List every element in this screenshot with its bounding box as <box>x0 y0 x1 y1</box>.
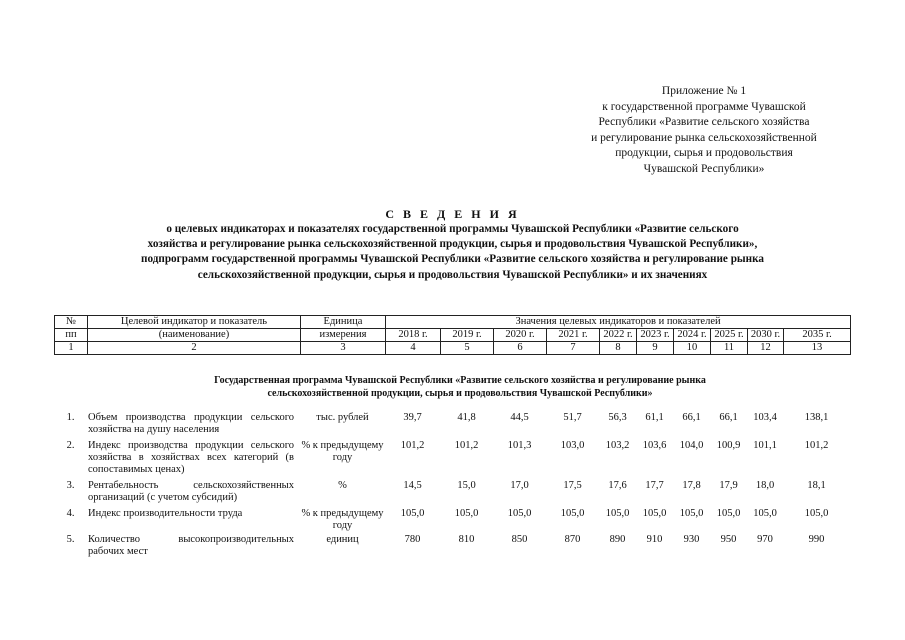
value-cell: 41,8 <box>457 412 476 423</box>
indicator-name: Рентабельность сельскохозяйственных организаций (с учетом субсидий) <box>88 480 294 503</box>
value-cell: 870 <box>564 534 581 545</box>
value-cell: 930 <box>683 534 700 545</box>
table-row <box>54 412 850 440</box>
value-cell: 950 <box>720 534 737 545</box>
header-year: 2018 г. <box>386 328 441 341</box>
value-cell: 18,0 <box>755 480 775 491</box>
value-cell: 14,5 <box>403 480 422 491</box>
row-number: 4. <box>66 508 75 519</box>
appendix-line: Приложение № 1 <box>661 85 747 97</box>
heading-line: сельскохозяйственной продукции, сырья и продовольствия Чувашской Республики» и их значениях <box>197 268 708 281</box>
header-indicator: Целевой индикатор и показатель <box>88 316 301 329</box>
column-number: 10 <box>674 341 711 354</box>
value-cell: 105,0 <box>400 508 425 519</box>
section-title-line: сельскохозяйственной продукции, сырья и продовольствия Чувашской Республики» <box>267 388 653 399</box>
column-number: 13 <box>784 341 851 354</box>
column-number: 6 <box>494 341 547 354</box>
column-number: 8 <box>600 341 637 354</box>
document-heading <box>40 206 865 283</box>
value-cell: 17,7 <box>645 480 664 491</box>
column-number: 5 <box>441 341 494 354</box>
value-cell: 103,6 <box>642 440 667 451</box>
header-year: 2025 г. <box>711 328 748 341</box>
column-number: 2 <box>88 341 301 354</box>
section-title <box>110 374 810 400</box>
value-cell: 61,1 <box>645 412 664 423</box>
value-cell: 890 <box>609 534 626 545</box>
value-cell: 101,2 <box>454 440 479 451</box>
indicator-name: Объем производства продукции сельского хозяйства на душу населения <box>88 412 294 435</box>
indicator-name: Количество высокопроизводительных рабочих мест <box>88 534 294 557</box>
header-year: 2030 г. <box>748 328 784 341</box>
value-cell: 910 <box>646 534 663 545</box>
header-indicator: (наименование) <box>88 328 301 341</box>
value-cell: 17,8 <box>682 480 701 491</box>
value-cell: 990 <box>808 534 825 545</box>
column-number: 7 <box>547 341 600 354</box>
appendix-line: Республики «Развитие сельского хозяйства <box>598 116 810 128</box>
document-title: С В Е Д Е Н И Я <box>385 207 520 221</box>
value-cell: 850 <box>511 534 528 545</box>
value-cell: 103,0 <box>560 440 585 451</box>
value-cell: 101,2 <box>400 440 425 451</box>
column-number: 4 <box>386 341 441 354</box>
value-cell: 105,0 <box>507 508 532 519</box>
value-cell: 39,7 <box>403 412 422 423</box>
value-cell: 138,1 <box>804 412 829 423</box>
header-num: пп <box>55 328 88 341</box>
value-cell: 105,0 <box>605 508 630 519</box>
indicators-table-header <box>54 315 851 355</box>
header-unit: Единица <box>301 316 386 329</box>
header-year: 2023 г. <box>637 328 674 341</box>
column-number: 9 <box>637 341 674 354</box>
appendix-line: продукции, сырья и продовольствия <box>615 147 793 159</box>
indicator-unit: % к предыдущему году <box>301 508 384 531</box>
value-cell: 17,9 <box>719 480 738 491</box>
value-cell: 66,1 <box>682 412 701 423</box>
value-cell: 101,3 <box>507 440 532 451</box>
column-number: 3 <box>301 341 386 354</box>
value-cell: 105,0 <box>753 508 777 519</box>
appendix-line: Чувашской Республики» <box>643 162 765 175</box>
header-year: 2020 г. <box>494 328 547 341</box>
value-cell: 66,1 <box>719 412 738 423</box>
row-number: 2. <box>66 440 75 451</box>
value-cell: 17,6 <box>608 480 627 491</box>
value-cell: 105,0 <box>560 508 585 519</box>
value-cell: 101,2 <box>804 440 829 451</box>
indicator-unit: единиц <box>326 534 359 545</box>
header-year: 2024 г. <box>674 328 711 341</box>
row-number: 5. <box>66 534 75 545</box>
value-cell: 44,5 <box>510 412 529 423</box>
section-title-line: Государственная программа Чувашской Республики «Развитие сельского хозяйства и регулирование рынка <box>214 375 706 386</box>
table-row <box>54 534 850 562</box>
value-cell: 810 <box>458 534 475 545</box>
value-cell: 103,2 <box>605 440 630 451</box>
value-cell: 103,4 <box>753 412 777 423</box>
header-values-group: Значения целевых индикаторов и показателей <box>386 316 851 329</box>
heading-line: о целевых индикаторах и показателях государственной программы Чувашской Республики «Развитие сельского <box>166 223 739 235</box>
table-row <box>54 440 850 480</box>
value-cell: 101,1 <box>753 440 777 451</box>
header-year: 2019 г. <box>441 328 494 341</box>
value-cell: 17,0 <box>510 480 529 491</box>
appendix-note <box>550 84 858 177</box>
value-cell: 105,0 <box>679 508 704 519</box>
appendix-line: и регулирование рынка сельскохозяйственной <box>591 131 817 144</box>
column-number: 11 <box>711 341 748 354</box>
indicators-table-body <box>54 412 850 562</box>
row-number: 1. <box>66 412 75 423</box>
row-number: 3. <box>66 480 75 491</box>
column-number: 12 <box>748 341 784 354</box>
value-cell: 18,1 <box>807 480 826 491</box>
value-cell: 56,3 <box>608 412 627 423</box>
header-num: № <box>55 316 88 329</box>
value-cell: 780 <box>404 534 421 545</box>
header-unit: измерения <box>301 328 386 341</box>
value-cell: 100,9 <box>716 440 741 451</box>
table-row <box>54 508 850 534</box>
appendix-line: к государственной программе Чувашской <box>602 100 806 113</box>
value-cell: 105,0 <box>716 508 741 519</box>
value-cell: 104,0 <box>679 440 704 451</box>
value-cell: 105,0 <box>804 508 829 519</box>
heading-line: подпрограмм государственной программы Чувашской Республики «Развитие сельского хозяйства и регулирование рынка <box>141 253 764 266</box>
indicator-unit: % к предыдущему году <box>301 440 384 463</box>
value-cell: 15,0 <box>457 480 476 491</box>
heading-line: хозяйства и регулирование рынка сельскохозяйственной продукции, сырья и продовольствия Чувашской Республики», <box>147 238 758 251</box>
header-year: 2035 г. <box>784 328 851 341</box>
indicator-unit: % <box>338 480 347 491</box>
table-row <box>54 480 850 508</box>
header-year: 2021 г. <box>547 328 600 341</box>
value-cell: 105,0 <box>642 508 667 519</box>
value-cell: 17,5 <box>563 480 582 491</box>
header-year: 2022 г. <box>600 328 637 341</box>
column-number: 1 <box>55 341 88 354</box>
value-cell: 105,0 <box>454 508 479 519</box>
value-cell: 51,7 <box>563 412 582 423</box>
indicator-name: Индекс производительности труда <box>88 508 243 519</box>
indicator-unit: тыс. рублей <box>316 412 369 423</box>
value-cell: 970 <box>757 534 773 545</box>
indicator-name: Индекс производства продукции сельского хозяйства в хозяйствах всех категорий (в сопоставимых ценах) <box>88 440 294 475</box>
